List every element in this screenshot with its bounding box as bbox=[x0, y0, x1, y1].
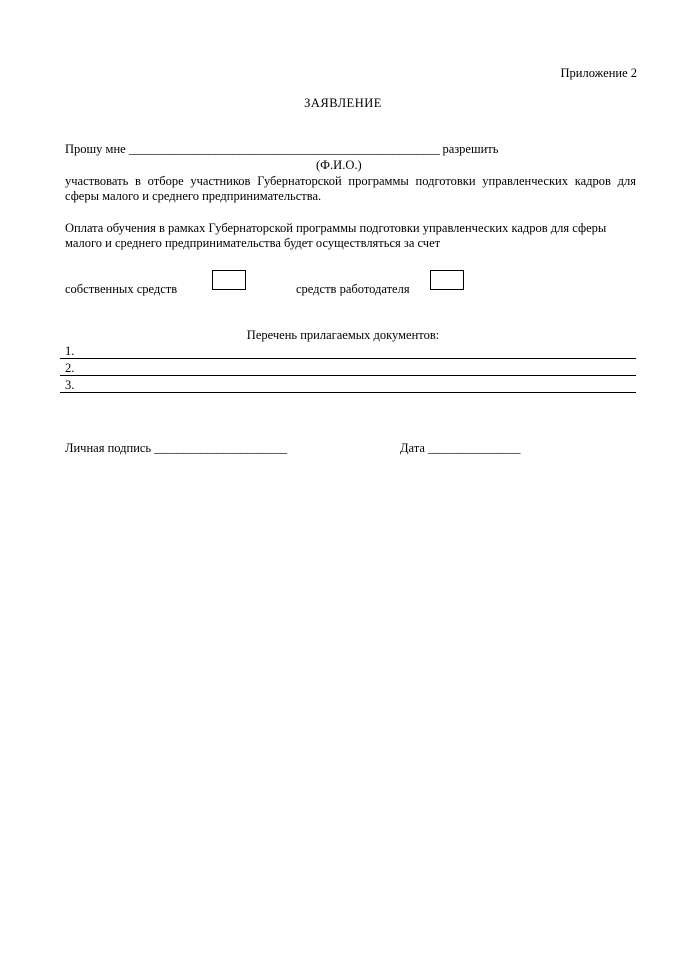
own-funds-checkbox[interactable] bbox=[212, 270, 246, 290]
fio-blank[interactable]: ______________________________________________________ bbox=[128, 142, 440, 156]
signature-label: Личная подпись bbox=[65, 441, 152, 455]
document-item-number: 1. bbox=[65, 344, 75, 358]
date-label: Дата bbox=[400, 441, 425, 455]
date-blank[interactable]: ________________ bbox=[428, 441, 521, 455]
document-item-1[interactable] bbox=[60, 342, 636, 359]
request-prefix: Прошу мне bbox=[65, 142, 126, 156]
date-line bbox=[400, 441, 520, 456]
signature-blank[interactable]: _______________________ bbox=[154, 441, 287, 455]
employer-funds-checkbox[interactable] bbox=[430, 270, 464, 290]
document-title: ЗАЯВЛЕНИЕ bbox=[304, 96, 382, 110]
document-item-number: 3. bbox=[65, 378, 75, 392]
documents-title: Перечень прилагаемых документов: bbox=[246, 328, 440, 342]
own-funds-label: собственных средств bbox=[65, 282, 178, 296]
paragraph-payment: Оплата обучения в рамках Губернаторской программы подготовки управленческих кадров для сферы малого и среднего предпринимательства будет осуществляться за счет bbox=[65, 221, 607, 250]
request-line bbox=[65, 142, 498, 157]
paragraph-participation: участвовать в отборе участников Губернаторской программы подготовки управленческих кадров для сферы малого и среднего предпринимательства. bbox=[65, 174, 636, 203]
fio-caption: (Ф.И.О.) bbox=[316, 158, 362, 172]
document-item-number: 2. bbox=[65, 361, 75, 375]
employer-funds-label: средств работодателя bbox=[296, 282, 410, 296]
appendix-label: Приложение 2 bbox=[560, 66, 637, 80]
request-suffix: разрешить bbox=[442, 142, 499, 156]
document-item-3[interactable] bbox=[60, 376, 636, 393]
document-item-2[interactable] bbox=[60, 359, 636, 376]
signature-line bbox=[65, 441, 287, 456]
